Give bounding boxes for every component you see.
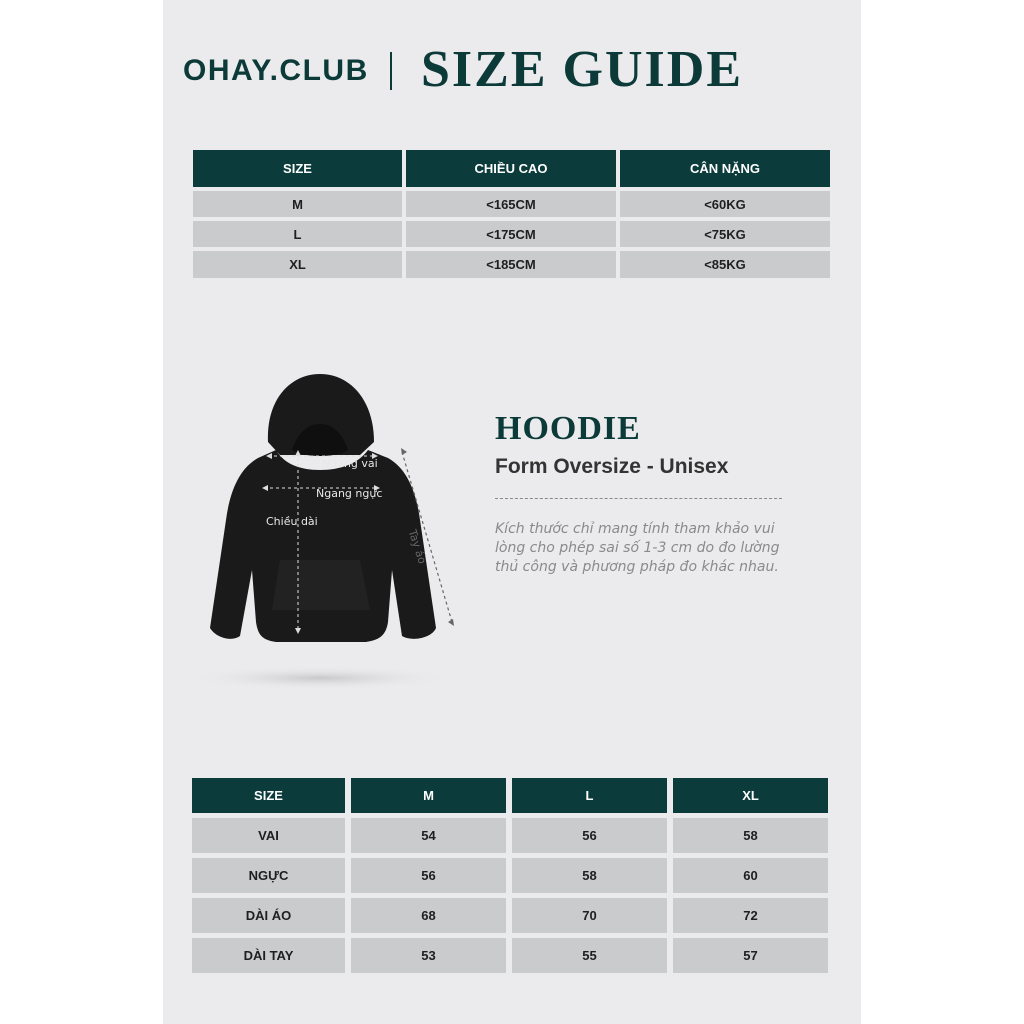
table1-cell: <175CM xyxy=(406,221,616,247)
table2-cell: NGỰC xyxy=(192,858,345,893)
brand-divider xyxy=(390,52,392,90)
hoodie-illustration xyxy=(180,360,480,700)
table1-cell: M xyxy=(193,191,402,217)
table2-cell: 54 xyxy=(351,818,506,853)
label-sleeve: Tay áo xyxy=(405,528,429,566)
table2-cell: 56 xyxy=(351,858,506,893)
table2-cell: 56 xyxy=(512,818,667,853)
hoodie-body xyxy=(210,374,436,642)
hoodie-shadow xyxy=(185,666,455,690)
table1-cell: <165CM xyxy=(406,191,616,217)
table1-cell: <185CM xyxy=(406,251,616,278)
table2-cell: DÀI ÁO xyxy=(192,898,345,933)
page-title: SIZE GUIDE xyxy=(421,41,743,98)
table2-cell: 55 xyxy=(512,938,667,973)
table2-header-xl: XL xyxy=(673,778,828,813)
table1-header-height: CHIỀU CAO xyxy=(406,150,616,187)
table2-cell: 53 xyxy=(351,938,506,973)
product-name: HOODIE xyxy=(495,410,641,447)
table2-cell: 58 xyxy=(512,858,667,893)
label-length: Chiều dài xyxy=(266,515,318,528)
table2-cell: 72 xyxy=(673,898,828,933)
table2-cell: DÀI TAY xyxy=(192,938,345,973)
brand-name: OHAY.CLUB xyxy=(183,54,369,87)
table2-header-l: L xyxy=(512,778,667,813)
table1-header-weight: CÂN NẶNG xyxy=(620,150,830,187)
table2-header-size: SIZE xyxy=(192,778,345,813)
label-chest: Ngang ngực xyxy=(316,487,383,500)
table1-cell: <75KG xyxy=(620,221,830,247)
table2-cell: VAI xyxy=(192,818,345,853)
table1-cell: <85KG xyxy=(620,251,830,278)
table2-cell: 68 xyxy=(351,898,506,933)
label-shoulder: Ngang vai xyxy=(322,457,378,470)
table2-cell: 70 xyxy=(512,898,667,933)
table1-cell: XL xyxy=(193,251,402,278)
table1-cell: L xyxy=(193,221,402,247)
table2-cell: 60 xyxy=(673,858,828,893)
measurement-note: Kích thước chỉ mang tính tham khảo vui lòng cho phép sai số 1-3 cm do đo lường thủ công và phương pháp đo khác nhau. xyxy=(495,521,780,575)
product-subtitle: Form Oversize - Unisex xyxy=(495,455,729,478)
table2-cell: 57 xyxy=(673,938,828,973)
table2-cell: 58 xyxy=(673,818,828,853)
table1-cell: <60KG xyxy=(620,191,830,217)
table2-header-m: M xyxy=(351,778,506,813)
divider-dashed xyxy=(495,498,782,499)
table1-header-size: SIZE xyxy=(193,150,402,187)
